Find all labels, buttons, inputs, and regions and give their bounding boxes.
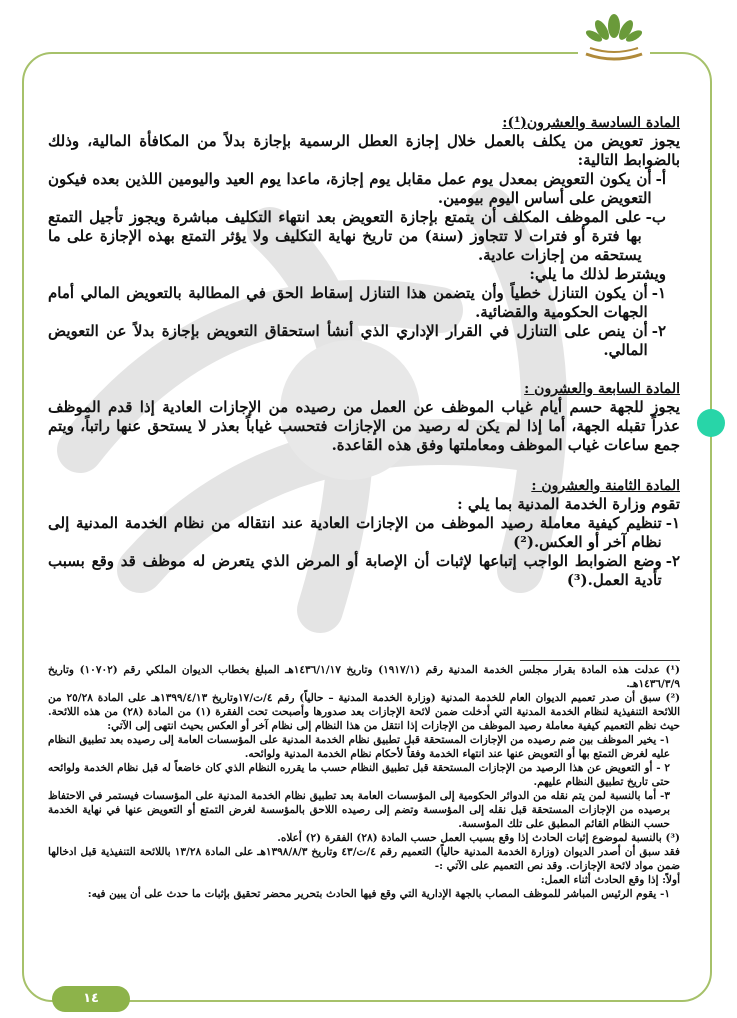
page-number-badge: ١٤ <box>52 986 130 1012</box>
footnote-2-point-3: ٣- أما بالنسبة لمن يتم نقله من الدوائر الحكومية إلى المؤسسات العامة بعد تطبيق نظام الخدمة المدنية على المؤسسات فيستمر في الاحتفاظ برصيده من الإجازات المستحقة قبل نقله إلى المؤسسة وتضم إلى رصيده اللاحق بالمؤسسة لغرض التمتع أو التعويض عنها في نهاية الخدمة حسب النظام القائم المطبق على تلك المؤسسة. <box>48 790 670 830</box>
footnote-2-point-1: ١- يخير الموظف بين ضم رصيده من الإجازات المستحقة قبل تطبيق نظام الخدمة المدنية على المؤسسات العامة إلى رصيده بعد تطبيق النظام عليه لغرض التمتع بها أو التعويض عنها عند انتهاء الخدمة وفقاً لأحكام نظام الخدمة المدنية ولوائحه. <box>48 734 670 760</box>
item-text: تنظيم كيفية معاملة رصيد الموظف من الإجازات العادية عند انتقاله من نظام الخدمة المدنية إلى نظام آخر أو العكس.(²) <box>48 514 662 551</box>
item-number: ١- <box>651 284 666 302</box>
article-28-item-2 <box>48 552 680 590</box>
article-27-body: يجوز للجهة حسم أيام غياب الموظف عن العمل من رصيده من الإجازات العادية إذا قدم الموظف عذراً تقبله الجهة، أما إذا لم يكن له رصيد من الإجازات فتحسب غياباً بعذر لا يستحق عنها راتباً، ويتم جمع ساعات غياب الموظف ومعاملتها وفق هذه القاعدة. <box>48 398 680 454</box>
item-text: وضع الضوابط الواجب إتباعها لإثبات أن الإصابة أو المرض الذي يتعرض له موظف قد وقع بسبب تأدية العمل.(³) <box>48 552 662 589</box>
item-text: أن يكون التعويض بمعدل يوم عمل مقابل يوم إجازة، ماعدا يوم العيد واليومين اللذين بعده فيكون التعويض على أساس اليوم بيومين. <box>48 170 652 207</box>
footnote-2-point-2: ٢ - أو التعويض عن هذا الرصيد من الإجازات المستحقة قبل تطبيق النظام حسب ما يقرره النظام الذي كان خاضعاً له قبل نظام الخدمة ولوائحه حتى تاريخ تطبيق النظام عليهم. <box>48 762 670 788</box>
item-number: ٢- <box>665 552 680 570</box>
item-number: ب- <box>645 208 666 226</box>
item-number: ٢- <box>651 322 666 340</box>
main-content <box>48 114 680 590</box>
item-text: على الموظف المكلف أن يتمتع بإجازة التعويض بعد انتهاء التكليف مباشرة ويجوز تأجيل التمتع بها فترة أو فترات لا تتجاوز (سنة) من تاريخ نهاية التكليف ولا يؤثر التمتع بهذه الإجازة على ما يستحقه من إجازات عادية. <box>48 208 642 264</box>
article-28-item-1 <box>48 514 680 552</box>
footnote-3-first: أولاً: إذا وقع الحادث أثناء العمل: <box>540 874 680 886</box>
logo-emblem <box>578 8 650 66</box>
article-27-heading: المادة السابعة والعشرون : <box>524 381 680 397</box>
article-26-heading: المادة السادسة والعشرون(¹): <box>502 115 680 131</box>
article-28-heading: المادة الثامنة والعشرون : <box>531 478 680 494</box>
article-28-intro: تقوم وزارة الخدمة المدنية بما يلي : <box>457 495 680 513</box>
footnote-1: (¹) عدلت هذه المادة بقرار مجلس الخدمة المدنية رقم (١٩١٧/١) وتاريخ ١٤٣٦/١/١٧هـ المبلغ بخطاب الديوان الملكي رقم (١٠٧٠٢) وتاريخ ١٤٣٦/٣/٩هـ. <box>48 664 680 690</box>
item-number: أ- <box>655 170 666 188</box>
condition-intro: ويشترط لذلك ما يلي: <box>529 265 666 283</box>
footnote-divider <box>520 660 680 661</box>
footnote-3-detail: فقد سبق أن أصدر الديوان (وزارة الخدمة المدنية حالياً) التعميم رقم ٤/ت/٤٣ وتاريخ ١٣٩٨/٨/٣هـ على المادة ١٣/٢٨ باللائحة التنفيذية قبل ادخالها ضمن مواد لائحة الإجازات. وقد نص التعميم على الآتي :- <box>48 846 681 872</box>
section-marker-dot <box>697 409 725 437</box>
footnote-2: (²) سبق أن صدر تعميم الديوان العام للخدمة المدنية (وزارة الخدمة المدنية – حالياً) رقم ٤/ت/١٧وتاريخ ١٣٩٩/٤/١٣هـ على المادة ٢٥/٢٨ من اللائحة التنفيذية لنظام الخدمة المدنية التي أدخلت ضمن لائحة الإجازات بعد صدورها وأصبحت تحت الفقرة (١) من المادة (٢٨) من هذه اللائحة. حيث نظم التعميم كيفية معاملة رصيد الموظف من الإجازات إذا انتقل من هذا النظام إلى نظام آخر أو العكس بحيث انتهى إلى الآتي: <box>48 692 681 732</box>
article-26-item-b <box>48 208 666 265</box>
footnotes <box>48 663 680 901</box>
condition-1 <box>48 284 666 322</box>
item-text: أن ينص على التنازل في القرار الإداري الذي أنشأ استحقاق التعويض بإجازة بدلاً عن التعويض المالي. <box>48 322 648 359</box>
footnote-3-point-1: ١- يقوم الرئيس المباشر للموظف المصاب بالجهة الإدارية التي وقع فيها الحادث بتحرير محضر تحقيق بإثبات ما حدث على أن يبين فيه: <box>87 888 670 900</box>
item-number: ١- <box>665 514 680 532</box>
condition-2 <box>48 322 666 360</box>
footnote-3: (³) بالنسبة لموضوع إثبات الحادث إذا وقع بسبب العمل حسب المادة (٢٨) الفقرة (٢) أعلاه. <box>277 832 680 844</box>
article-26-item-a <box>48 170 666 208</box>
article-26-body: يجوز تعويض من يكلف بالعمل خلال إجازة العطل الرسمية بإجازة بدلاً من المكافأة المالية، وذلك بالضوابط التالية: <box>48 132 680 169</box>
item-text: أن يكون التنازل خطياً وأن يتضمن هذا التنازل إسقاط الحق في المطالبة بالتعويض المالي أمام الجهات الحكومية والقضائية. <box>48 284 648 321</box>
